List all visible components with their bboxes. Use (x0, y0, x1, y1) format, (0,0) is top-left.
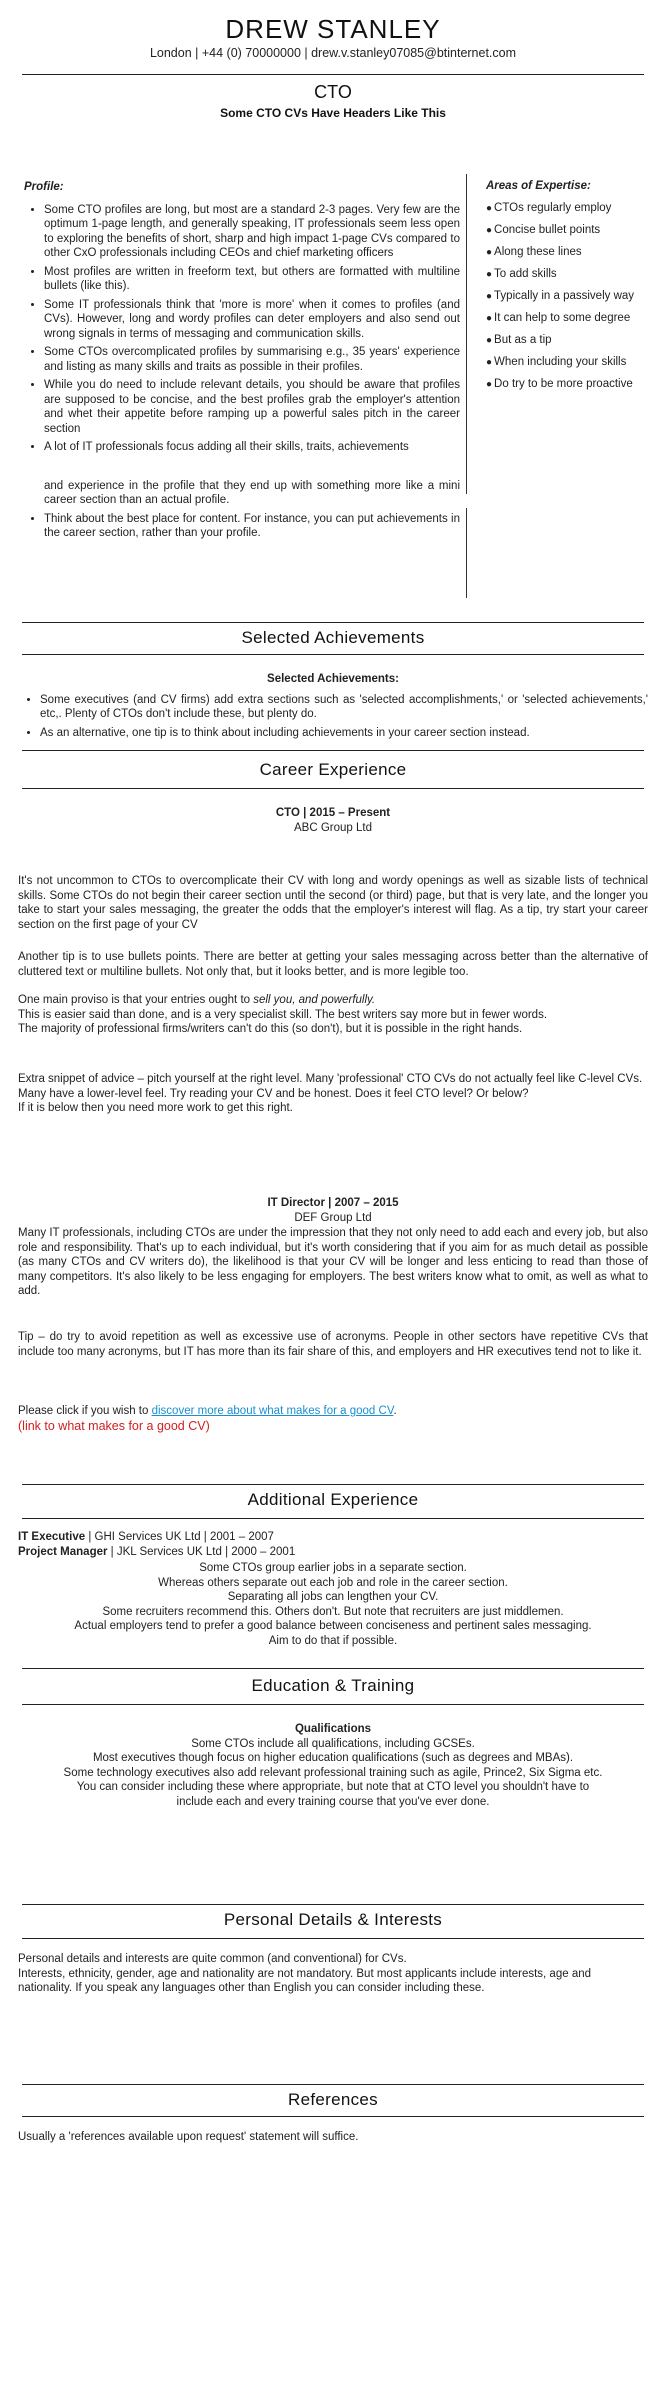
job-text: One main proviso is that your entries ought to (18, 994, 254, 1006)
candidate-name: DREW STANLEY (225, 14, 441, 44)
additional-line: Separating all jobs can lengthen your CV. (227, 1591, 439, 1603)
profile-bullet: • Think about the best place for content. For instance, you can put achievements in the career section, rather than your profile. (44, 512, 460, 541)
achievements-section (18, 672, 648, 744)
header-divider (22, 74, 644, 75)
expertise-list (486, 202, 656, 390)
job-text: The majority of professional firms/writers can't do this (so don't), but it is possible in the right hands. (18, 1023, 523, 1035)
achievement-bullet: • As an alternative, one tip is to think about including achievements in your career section instead. (40, 726, 648, 741)
section-divider (22, 1904, 644, 1905)
profile-section (24, 180, 460, 545)
job-paragraph: Many IT professionals, including CTOs are under the impression that they not only need to add each and every job, but also role and responsibility. That's up to each individual, but it's worth considering that if you aim for as much detail as possible (as many CTOs and CV writers do), the likelihood is that your CV will be longer and less enticing to read than those of many competitors. It's also likely to be less engaging for employers. The best writers know what to omit, as well as what to add. (18, 1227, 648, 1297)
additional-line: Aim to do that if possible. (268, 1634, 398, 1647)
job-paragraph (18, 993, 648, 1037)
expertise-item: ● Typically in a passively way (486, 290, 656, 302)
section-divider (22, 1518, 644, 1519)
section-divider (22, 622, 644, 623)
job-text: Please click if you wish to (18, 1405, 152, 1417)
job-text: This is easier said than done, and is a very specialist skill. The best writers say more but in fewer words. (18, 1008, 548, 1021)
job-paragraph: It's not uncommon to CTOs to overcomplicate their CV with long and wordy openings as well as sizable lists of technical skills. Some CTOs do not begin their career section until the second (or third) page, but that is very late, and the longer you take to start your sales messaging, the greater the odds that the employer's interest will flag. As a tip, try start your career section on the first page of your CV (18, 875, 648, 931)
additional-line: Whereas others separate out each job and role in the career section. (158, 1576, 508, 1589)
link-note: (link to what makes for a good CV) (18, 1418, 210, 1433)
expertise-item: ● Along these lines (486, 246, 656, 258)
section-divider (22, 1668, 644, 1669)
section-divider (22, 1484, 644, 1485)
achievements-subheading: Selected Achievements: (267, 673, 399, 685)
education-subheading: Qualifications (294, 1723, 372, 1735)
education-title: Education & Training (251, 1676, 415, 1695)
education-line: Most executives though focus on higher education qualifications (such as degrees and MBAs). (92, 1752, 574, 1764)
section-divider (22, 2116, 644, 2117)
expertise-heading: Areas of Expertise: (486, 180, 591, 192)
role-name: IT Executive (18, 1531, 86, 1543)
expertise-item: ● But as a tip (486, 334, 656, 346)
achievement-bullet: • Some executives (and CV firms) add extra sections such as 'selected accomplishments,' or 'selected achievements,' etc,. Plenty of CTOs don't include these, but plenty do. (40, 693, 648, 722)
career-title: Career Experience (259, 760, 407, 779)
job-paragraph (18, 1404, 648, 1433)
profile-heading: Profile: (24, 181, 64, 193)
section-divider (22, 654, 644, 655)
section-divider (22, 2084, 644, 2085)
expertise-item: ● CTOs regularly employ (486, 202, 656, 214)
expertise-item: ● It can help to some degree (486, 312, 656, 324)
tagline: Some CTO CVs Have Headers Like This (220, 106, 446, 120)
column-divider (466, 508, 467, 598)
personal-text: Personal details and interests are quite common (and conventional) for CVs. (18, 1953, 407, 1965)
job-emphasis: sell you, and powerfully. (253, 994, 376, 1006)
education-line: Some CTOs include all qualifications, including GCSEs. (191, 1737, 475, 1750)
job-text: Extra snippet of advice – pitch yourself at the right level. Many 'professional' CTO CVs do not actually feel like C-level CVs. Many have a lower-level feel. Try reading your CV and be honest. Does it feel CTO level? Or below? (18, 1073, 643, 1100)
section-divider (22, 1704, 644, 1705)
job-company: ABC Group Ltd (294, 822, 372, 834)
profile-continuation: and experience in the profile that they end up with something more like a mini career section than an actual profile. (44, 479, 460, 506)
role-title: CTO (314, 82, 352, 102)
education-line: Some technology executives also add relevant professional training such as agile, Prince2, Six Sigma etc. (63, 1766, 603, 1779)
achievements-title: Selected Achievements (241, 628, 425, 647)
references-text: Usually a 'references available upon request' statement will suffice. (18, 2131, 359, 2143)
job-title: CTO | 2015 – Present (275, 807, 391, 819)
job-paragraph: Another tip is to use bullets points. There are better at getting your sales messaging across better than the alternative of cluttered text or multiline bullets. Not only that, but it looks better, and is more legible too. (18, 951, 648, 978)
role-detail: | JKL Services UK Ltd | 2000 – 2001 (107, 1545, 296, 1558)
education-section (60, 1722, 606, 1809)
good-cv-link[interactable]: discover more about what makes for a good CV (151, 1405, 394, 1417)
job-title: IT Director | 2007 – 2015 (267, 1197, 399, 1209)
job-paragraph (18, 1072, 648, 1116)
additional-title: Additional Experience (247, 1490, 419, 1509)
contact-line: London | +44 (0) 70000000 | drew.v.stanley07085@btinternet.com (149, 46, 517, 60)
section-divider (22, 788, 644, 789)
profile-bullets-tail (24, 512, 460, 541)
section-divider (22, 750, 644, 751)
profile-bullet: • Most profiles are written in freeform text, but others are formatted with multiline bullets (like this). (44, 265, 460, 294)
job-company: DEF Group Ltd (294, 1212, 372, 1224)
profile-bullet: • Some CTOs overcomplicated profiles by summarising e.g., 35 years' experience and listing as many skills and traits as possible in their profiles. (44, 345, 460, 374)
profile-bullets (24, 203, 460, 455)
references-title: References (288, 2090, 378, 2109)
expertise-item: ● When including your skills (486, 356, 656, 368)
education-line: You can consider including these where appropriate, but note that at CTO level you shouldn't have to include each and every training course that you've ever done. (76, 1781, 590, 1808)
personal-text: Interests, ethnicity, gender, age and nationality are not mandatory. But most applicants include interests, age and nationality. If you speak any languages other than English you can consider including these. (18, 1967, 592, 1994)
profile-bullet: • A lot of IT professionals focus adding all their skills, traits, achievements (44, 440, 460, 455)
additional-line: Actual employers tend to prefer a good balance between conciseness and pertinent sales messaging. (74, 1620, 592, 1632)
personal-title: Personal Details & Interests (223, 1910, 443, 1929)
profile-bullet: • While you do need to include relevant details, you should be aware that profiles are supposed to be concise, and the best profiles grab the employer's attention and whet their appetite before ramping up a powerful sales pitch in the career section (44, 378, 460, 436)
section-divider (22, 1938, 644, 1939)
role-name: Project Manager (18, 1545, 108, 1558)
expertise-item: ● To add skills (486, 268, 656, 280)
job-text: . (393, 1405, 397, 1417)
expertise-item: ● Do try to be more proactive (486, 378, 656, 390)
job-text: If it is below then you need more work to get this right. (18, 1102, 293, 1114)
profile-bullet: • Some IT professionals think that 'more is more' when it comes to profiles (and CVs). However, long and wordy profiles can deter employers and also send out wrong signals in terms of messaging and communication skills. (44, 298, 460, 342)
expertise-section (486, 180, 656, 400)
role-detail: | GHI Services UK Ltd | 2001 – 2007 (85, 1531, 274, 1543)
job-paragraph: Tip – do try to avoid repetition as well as excessive use of acronyms. People in other sectors have repetitive CVs that include too many acronyms, but IT has more than its fair share of this, and employers and HR executives tend not to like it. (18, 1331, 648, 1358)
additional-section (18, 1530, 648, 1648)
profile-bullet: • Some CTO profiles are long, but most are a standard 2-3 pages. Very few are the optimum 1-page length, and generally speaking, IT professionals seem less open to exploring the benefits of short, sharp and high impact 1-page CVs compared to other CxO professionals including CEOs and chief marketing officers (44, 203, 460, 261)
personal-section (18, 1952, 648, 1996)
additional-line: Some CTOs group earlier jobs in a separate section. (199, 1562, 467, 1574)
expertise-item: ● Concise bullet points (486, 224, 656, 236)
additional-line: Some recruiters recommend this. Others don't. But note that recruiters are just middlemen. (102, 1605, 564, 1618)
column-divider (466, 174, 467, 494)
